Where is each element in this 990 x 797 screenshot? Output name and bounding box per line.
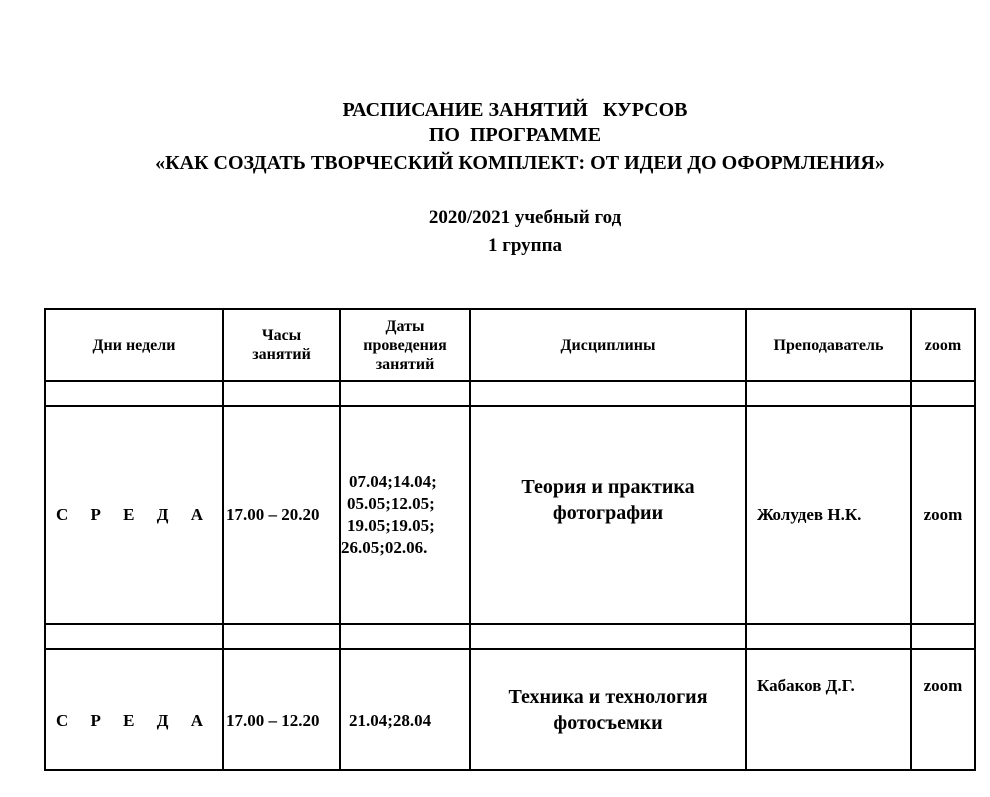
header-discipline: Дисциплины (470, 309, 746, 381)
hours-cell: 17.00 – 20.20 (223, 406, 340, 624)
header-teacher: Преподаватель (746, 309, 911, 381)
table-row (45, 406, 975, 624)
teacher-cell: Кабаков Д.Г. (746, 649, 911, 770)
header-zoom: zoom (911, 309, 975, 381)
dates-cell: 07.04;14.04; 05.05;12.05; 19.05;19.05; 26.05;02.06. (340, 406, 470, 624)
dates-cell: 21.04;28.04 (340, 649, 470, 770)
teacher-cell: Жолудев Н.К. (746, 406, 911, 624)
schedule-table (44, 308, 976, 771)
header-hours: Часы занятий (223, 309, 340, 381)
header-day: Дни недели (45, 309, 223, 381)
day-cell: С Р Е Д А (45, 649, 223, 770)
title-line-3: «КАК СОЗДАТЬ ТВОРЧЕСКИЙ КОМПЛЕКТ: ОТ ИДЕИ ДО ОФОРМЛЕНИЯ» (155, 152, 885, 174)
academic-year: 2020/2021 учебный год (428, 207, 622, 228)
title-line-1: РАСПИСАНИЕ ЗАНЯТИЙ КУРСОВ (342, 99, 688, 121)
group-label: 1 группа (487, 235, 563, 256)
zoom-link[interactable]: zoom (911, 649, 975, 770)
table-spacer-row (45, 624, 975, 649)
day-cell: С Р Е Д А (45, 406, 223, 624)
title-line-2: ПО ПРОГРАММЕ (428, 124, 602, 146)
hours-cell: 17.00 – 12.20 (223, 649, 340, 770)
discipline-cell: Теория и практика фотографии (470, 406, 746, 624)
discipline-cell: Техника и технология фотосъемки (470, 649, 746, 770)
table-row (45, 649, 975, 770)
header-dates: Даты проведения занятий (340, 309, 470, 381)
zoom-link[interactable]: zoom (911, 406, 975, 624)
table-spacer-row (45, 381, 975, 406)
table-header-row (45, 309, 975, 381)
